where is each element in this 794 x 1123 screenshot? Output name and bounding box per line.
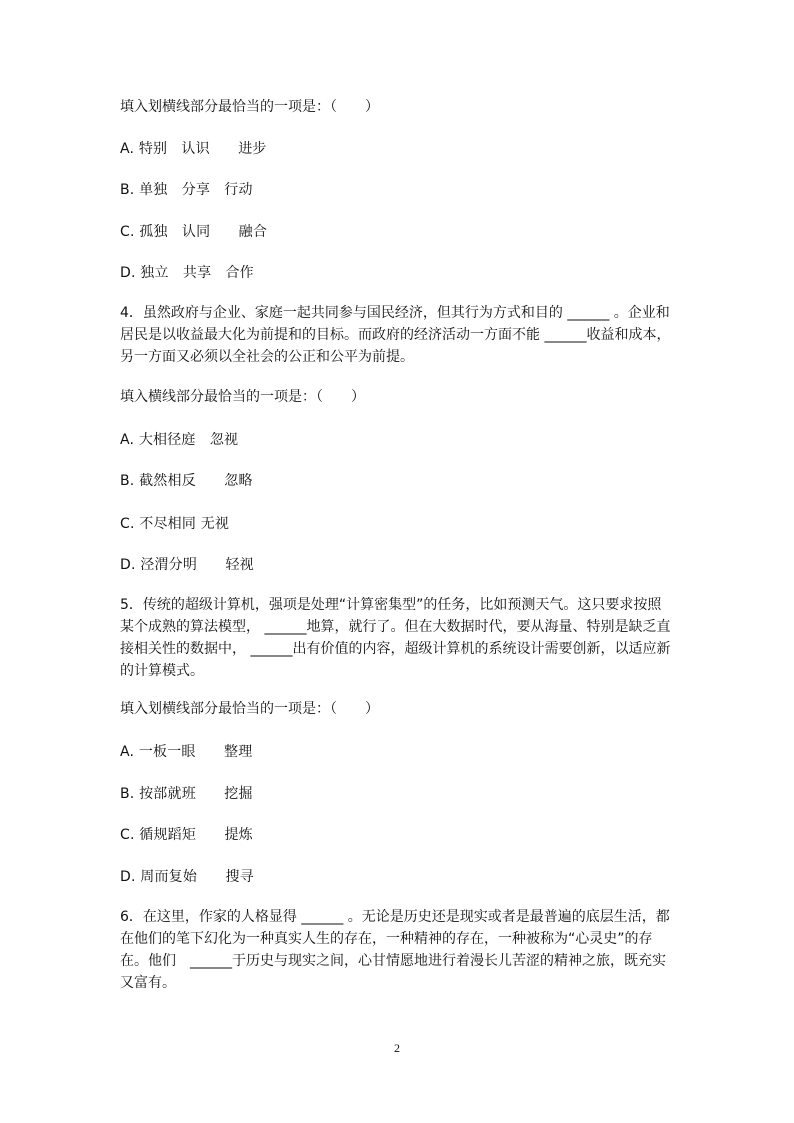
q5-line-3: 接相关性的数据中， ______出有价值的内容，超级计算机的系统设计需要创新，以适应新 [120,641,671,657]
q3-option-b: B. 单独 分享 行动 [120,182,253,198]
q5-option-a: A. 一板一眼 整理 [120,744,253,760]
q4-question-text [120,302,676,368]
q6-question-text [120,906,676,994]
q5-prompt: 填入划横线部分最恰当的一项是：（ ） [120,701,379,717]
q4-option-b: B. 截然相反 忽略 [120,473,253,489]
q3-prompt: 填入划横线部分最恰当的一项是：（ ） [120,99,379,115]
q3-option-a: A. 特别 认识 进步 [120,141,267,157]
q5-option-c: C. 循规蹈矩 提炼 [120,827,253,843]
q4-option-c: C. 不尽相同 无视 [120,516,230,532]
q6-line-1: 6．在这里，作家的人格显得 ______ 。无论是历史还是现实或者是最普遍的底层生活，都 [120,909,670,925]
q5-line-2: 某个成熟的算法模型， ______地算，就行了。但在大数据时代，要从海量、特别是缺乏直 [120,619,671,635]
q5-line-1: 5．传统的超级计算机，强项是处理“计算密集型”的任务，比如预测天气。这只要求按照 [120,597,662,613]
q5-question-text [120,594,676,682]
q4-option-d: D. 泾渭分明 轻视 [120,557,254,573]
page-number: 2 [394,1041,400,1055]
q5-line-4: 的计算模式。 [120,663,204,679]
q6-line-3: 在。他们 ______于历史与现实之间，心甘情愿地进行着漫长儿苦涩的精神之旅，既充实 [120,953,666,969]
q5-option-b: B. 按部就班 挖掘 [120,786,253,802]
q3-option-c: C. 孤独 认同 融合 [120,224,268,240]
q3-option-d: D. 独立 共享 合作 [120,265,254,281]
q4-line-1: 4．虽然政府与企业、家庭一起共同参与国民经济，但其行为方式和目的 ______ 。企业和 [120,305,670,321]
q6-line-2: 在他们的笔下幻化为一种真实人生的存在，一种精神的存在，一种被称为“心灵史”的存 [120,931,653,947]
q6-line-4: 又富有。 [120,975,176,991]
q4-prompt: 填入横线部分最恰当的一项是：（ ） [120,389,365,405]
q4-line-2: 居民是以收益最大化为前提和的目标。而政府的经济活动一方面不能 ______收益和成本， [120,327,671,343]
q5-option-d: D. 周而复始 搜寻 [120,869,254,885]
q4-line-3: 另一方面又必须以全社会的公正和公平为前提。 [120,349,414,365]
q4-option-a: A. 大相径庭 忽视 [120,432,239,448]
